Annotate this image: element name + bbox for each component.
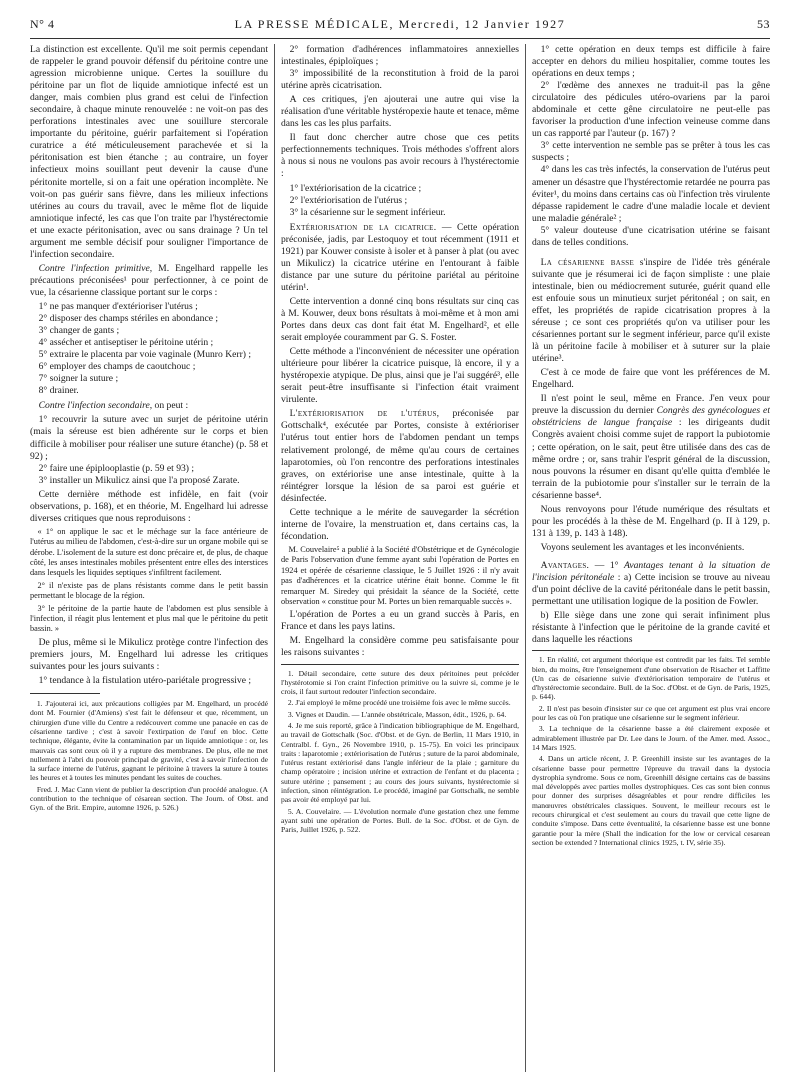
paragraph — [30, 400, 268, 412]
section-heading: Extériorisation de la cicatrice. — [289, 221, 437, 233]
paragraph: L'opération de Portes a eu un grand succès à Paris, en France et dans les pays latins. — [281, 609, 519, 633]
page-number: 53 — [757, 17, 770, 31]
paragraph: Cette intervention a donné cinq bons résultats sur cinq cas à M. Kouwer, deux bons résultats à moi-même et à mon ami Portes dans deux cas dont fait état M. Engelhard², et elle serait employée couramment par G. S. Foster. — [281, 295, 519, 344]
footnote: Fred. J. Mac Cann vient de publier la description d'un procédé analogue. (A contribution to the technique of césarean section. The Journ. of Obst. and Gyn. of the Brit. Empire, automne 1926, p. 526.) — [30, 784, 268, 813]
footnote-separator — [532, 650, 770, 651]
italic-text: Congrès des gynécologues et obstétriciens de langue française — [532, 405, 770, 429]
list-item: 1° cette opération en deux temps est difficile à faire accepter en dehors du milieu hospitalier, comme toutes les opérations en deux temps ; — [532, 44, 770, 80]
list-item: 1° recouvrir la suture avec un surjet de péritoine utérin (mais la séreuse est bien adhérente sur le corps et bien difficile à mobiliser pour réaliser une suture étanche) (p. 58 et 92) ; — [30, 414, 268, 462]
paragraph — [532, 257, 770, 365]
section-heading: L'extériorisation de l'utérus, — [289, 408, 440, 420]
footnote: 1. Détail secondaire, cette suture des deux péritoines peut précéder l'hystérotomie si l'on craint l'infection primitive ou la suivre si, comme je le crois, il faut surtout redouter l'infection secondaire. — [281, 668, 519, 697]
column-1 — [30, 44, 268, 1074]
list-item: 3° changer de gants ; — [38, 325, 120, 337]
list-item: 3° la césarienne sur le segment inférieur. — [289, 206, 446, 218]
quote-paragraph: M. Couvelaire⁵ a publié à la Société d'Obstétrique et de Gynécologie de Paris l'observation d'une femme ayant subi l'opération de Portes en 1924 et opérée de césarienne classique, le 5 Juillet 1926 : il n'y avait pas d'adhérences et la cicatrice utérine était bonne. Comme le fit remarquer M. Siredey qui présidait la séance de la Société, cette observation « constitue pour M. Portes un bien remarquable succès ». — [281, 544, 519, 606]
paragraph-text: : a) Cette incision se trouve au niveau d'un point déclive de la cavité péritonéale dans le petit bassin, permettant une utilisation logique de la position de Fowler. — [532, 571, 770, 608]
paragraph-text: M. Engelhard rappelle les précautions préconisées¹ pour perfectionner, à ce point de vue, la césarienne classique portant sur le corps : — [30, 262, 268, 298]
list-item: 3° installer un Mikulicz ainsi que l'a proposé Zarate. — [38, 474, 240, 486]
paragraph-text: on peut : — [152, 400, 189, 412]
paragraph-text: Il n'est point le seul, même en France. J'en veux pour preuve la discussion du dernier — [532, 393, 770, 417]
quote-paragraph: 2° il n'existe pas de plans résistants comme dans le petit bassin permettant le blocage de la région. — [30, 580, 268, 601]
paragraph-text: s'inspire de l'idée très générale suivante que je résumerai ici de façon simpliste : une plaie intestinale, bien ou médiocrement suturée, guérit quand elle est enfouie sous un minutieux surjet péritonéal ; on sait, en effet, les propriétés de rapide cicatrisation propres à la séreuse ; ce sont ces propriétés qu'on va utiliser pour les césariennes portant sur le segment inférieur, parce qu'il existe là un péritoine facile à mobiliser et à suturer sur la plaie utérine³. — [532, 256, 770, 365]
paragraph-text: — 1° — [589, 559, 625, 571]
list-item: 2° l'œdème des annexes ne traduit-il pas la gêne circulatoire des pédicules utéro-ovariens par la paroi abdominale et cette gêne circulatoire ne peut-elle pas favoriser la production d'une infection veineuse comme dans un cas rapporté par l'auteur (p. 167) ? — [532, 80, 770, 140]
paragraph-text: : les dirigeants dudit Congrès avaient choisi comme sujet de rapport la pubiotomie ; cette opération, on le sait, peut être utilisée dans des cas de même ordre ; or, sans trahir l'esprit général de la discussion, nous pouvons la résumer en disant qu'elle quitta d'emblée le terrain de la pubiotomie pour s'installer sur le terrain de la césarienne basse⁴. — [532, 417, 770, 501]
column-2 — [281, 44, 519, 1074]
list-item: 5° extraire le placenta par voie vaginale (Munro Kerr) ; — [38, 349, 252, 361]
paragraph — [281, 222, 519, 294]
paragraph — [532, 560, 770, 608]
paragraph: Nous renvoyons pour l'étude numérique des résultats et pour les procédés à la thèse de M. Engelhard (p. II à 129, p. 131 à 139, p. 143 à 148). — [532, 503, 770, 539]
paragraph-text: préconisée par Gottschalk⁴, exécutée par Portes, consiste à extérioriser l'utérus tout entier hors de l'abdomen pendant un temps relativement prolongé, de même qu'au cours de certaines laparotomies, où l'on rencontre des perforations intestinales graves, on extériorise une anse intestinale, quitte à la réintégrer lorsque la lésion de sa paroi est guérie et désinfectée. — [281, 408, 519, 504]
paragraph-text: — Cette opération préconisée, jadis, par Lestoquoy et tout récemment (1911 et 1921) par Kouwer consiste à isoler et à panser à plat (ou avec un Mikulicz) la cicatrice utérine en l'entourant à faible distance par une suture du péritoine pariétal au péritoine utérin¹. — [281, 221, 519, 293]
paragraph: Voyons seulement les avantages et les inconvénients. — [540, 541, 745, 553]
footnote: 1. J'ajouterai ici, aux précautions colligées par M. Engelhard, un procédé dont M. Fournier (d'Amiens) s'est fait le défenseur et que, récemment, un chirurgien d'une ville du Centre a redécouvert comme une panacée en cas de césarienne tardive ; c'est à savoir l'extirpation de l'œuf en bloc. Cette technique, élégante, évite la contamination par un liquide amniotique : or, les mauvais cas sont ceux où il y a rupture des membranes. De plus, elle ne met nullement à l'abri du pouvoir principal de gravité, c'est à savoir l'infection de la surface interne de l'utérus, gagnant le péritoine à travers la suture à toutes les heures et à toutes les minutes pendant les suites de couches. — [30, 699, 268, 783]
issue-number: N° 4 — [30, 17, 55, 31]
header-rule — [30, 38, 770, 39]
footnote-separator — [281, 664, 519, 665]
paragraph: A ces critiques, j'en ajouterai une autre qui vise la réalisation d'une véritable hystéropexie haute et tenace, même dans les cas les plus parfaits. — [281, 94, 519, 130]
list-item: 3° impossibilité de la reconstitution à froid de la paroi utérine après cicatrisation. — [281, 68, 519, 92]
column-divider-right — [525, 44, 526, 1072]
journal-title: LA PRESSE MÉDICALE, Mercredi, 12 Janvier 1927 — [234, 17, 566, 31]
quote-paragraph: 3° le péritoine de la partie haute de l'abdomen est plus sensible à l'infection, il réagit plus lentement et plus mal que le péritoine du petit bassin. » — [30, 603, 268, 634]
paragraph: Cette dernière méthode est infidèle, en fait (voir observations, p. 168), et en théorie, M. Engelhard lui adresse diverses critiques que nous reproduisons : — [30, 488, 268, 524]
footnote: 2. J'ai employé le même procédé une troisième fois avec le même succès. — [287, 698, 511, 708]
paragraph: La distinction est excellente. Qu'il me soit permis cependant de rappeler le grand pouvoir défensif du péritoine contre une agression microbienne unique. Certes la souillure du péritoine par un flot de liquide amniotique infecté est un danger, mais combien plus grand est celui de l'infection secondaire, à chaque minute renouvelée : ne voit-on pas des perforations intestinales avec une souillure stercorale importante du péritoine, guérir parfaitement si l'opération curatrice a été méticuleusement parachevée et si la péritonisation est bien étanche ; au contraire, un foyer infectieux moins souillant peut devenir la cause d'une péritonite mortelle, si on a fait une opération incomplète. Ne voit-on pas guérir sans fièvre, dans les milieux infections utérines au cours du travail, avec le même flot de liquide amniotique infecté, les cas que l'on traite par l'hystérectomie et une exacte péritonisation, avec ou sans drainage ? Un tel argument me semble décisif pour souligner l'importance de l'infection secondaire. — [30, 44, 268, 260]
paragraph — [281, 408, 519, 504]
list-item: 3° cette intervention ne semble pas se prêter à tous les cas suspects ; — [532, 140, 770, 164]
paragraph: b) Elle siège dans une zone qui serait infiniment plus résistante à l'infection que le péritoine de la grande cavité et dans laquelle les réactions — [532, 610, 770, 646]
list-item: 7° soigner la suture ; — [38, 373, 119, 385]
list-item: 8° drainer. — [38, 385, 79, 397]
quote-paragraph: « 1° on applique le sac et le méchage sur la face antérieure de l'utérus au milieu de l'abdomen, c'est-à-dire sur un organe mobile qui se dérobe. L'isolement de la suture est donc précaire et, de plus, de chaque côté, les anses intestinales mobiles présentent entre elles des interstices dans lesquels les liquides septiques s'infiltrent facilement. — [30, 526, 268, 578]
italic-lead: Contre l'infection primitive, — [38, 262, 153, 274]
list-item: 1° l'extériorisation de la cicatrice ; — [289, 182, 422, 194]
paragraph: C'est à ce mode de faire que vont les préférences de M. Engelhard. — [532, 367, 770, 391]
footnote-separator — [30, 693, 100, 694]
page-header — [30, 14, 770, 36]
list-item: 2° disposer des champs stériles en abondance ; — [38, 313, 219, 325]
footnote: 2. Il n'est pas besoin d'insister sur ce que cet argument est plus vrai encore pour les cas où l'on pratique une césarienne sur le segment inférieur. — [532, 703, 770, 723]
list-item: 2° formation d'adhérences inflammatoires annexielles intestinales, épiploïques ; — [281, 44, 519, 68]
column-3 — [532, 44, 770, 1074]
paragraph — [532, 393, 770, 501]
footnote: 1. En réalité, cet argument théorique est contredit par les faits. Tel semble bien, du moins, être l'enseignement d'une observation de Risacher et Laffitte (Un cas de césarienne suivie d'extériorisation temporaire de l'utérus et d'hystérectomie secondaire. Bull. de la Soc. d'Obst. et de Gyn. de Paris, 1925, p. 644). — [532, 655, 770, 702]
footnote: 3. Vignes et Daudin. — L'année obstétricale, Masson, édit., 1926, p. 64. — [287, 709, 507, 719]
paragraph: Il faut donc chercher autre chose que ces petits perfectionnements techniques. Trois méthodes s'offrent alors à nous si nous ne voulons pas avoir recours à l'hystérectomie : — [281, 132, 519, 180]
column-divider-left — [274, 44, 275, 1072]
list-item: 1° ne pas manquer d'extérioriser l'utérus ; — [38, 300, 198, 312]
paragraph: De plus, même si le Mikulicz protège contre l'infection des premiers jours, M. Engelhard lui adresse les critiques suivantes pour les jours suivants : — [30, 636, 268, 672]
list-item: 6° employer des champs de caoutchouc ; — [38, 361, 196, 373]
paragraph: Cette méthode a l'inconvénient de nécessiter une opération ultérieure pour libérer la cicatrice puisque, là encore, il y a hystéropexie atypique. De plus, ainsi que je l'ai suggéré³, elle serait peut-être insuffisante si l'infection était vraiment virulente. — [281, 346, 519, 406]
list-item: 2° faire une épiplooplastie (p. 59 et 93) ; — [38, 462, 195, 474]
paragraph: Cette technique a le mérite de sauvegarder la sécrétion interne de l'ovaire, la menstruation et, dans certains cas, la fécondation. — [281, 506, 519, 542]
section-heading: La césarienne basse — [540, 256, 635, 268]
footnote: 3. La technique de la césarienne basse a été clairement exposée et admirablement illustrée par Dr. Lee dans le Journ. of the Amer. med. Assoc., 14 Mars 1925. — [532, 724, 770, 752]
list-item: 4° dans les cas très infectés, la conservation de l'utérus peut amener un désastre que l'hystérectomie retardée ne pourra pas éviter¹, du moins dans certains cas où l'infection très virulente dépasse rapidement le cadre d'une maladie locale et devient une maladie générale² ; — [532, 164, 770, 224]
paragraph: 1° tendance à la fistulation utéro-pariétale progressive ; — [38, 675, 252, 687]
italic-lead: Contre l'infection secondaire, — [38, 400, 153, 412]
footnote: 4. Dans un article récent, J. P. Greenhill insiste sur les avantages de la césarienne basse pour permettre l'épreuve du travail dans la dystocia dystrophia syndrome. Sous ce nom, Greenhill désigne certains cas de bassins mal développés avec parties molles dystrophiques. Ces cas sont bien connus pour donner des surprises désagréables et pour rendre difficiles les manœuvres obstétricales classiques. Souvent, le meilleur recours est le recours chirurgical et c'est seulement au cours du travail que cette ligne de conduite s'impose. Dans cette éventualité, la césarienne basse est une bonne garantie pour la mère (Shall the indication for the low or cervical cesarean section be extended ? International clinics 1925, t. IV, série 35). — [532, 754, 770, 847]
footnote: 4. Je me suis reporté, grâce à l'indication bibliographique de M. Engelhard, au travail de Gottschalk (Soc. d'Obst. et de Gyn. de Berlin, 11 Mars 1910, in Centralbl. f. Gyn., 26 Novembre 1910, p. 15-75). En voici les principaux traits : laparotomie ; extériorisation de l'utérus ; suture de la paroi abdominale, l'utérus restant extériorisé dans l'angle inférieur de la plaie ; garniture du champ opératoire ; incision utérine et extraction de l'enfant et du placenta ; suture utérine ; pansement ; au cours des jours suivants, hystérectomie si infection, sinon réintégration. Le procédé, imaginé par Gottschalk, ne semble pas avoir été employé par lui. — [281, 720, 519, 805]
paragraph — [30, 263, 268, 299]
footnote: 5. A. Couvelaire. — L'évolution normale d'une gestation chez une femme ayant subi une opération de Portes. Bull. de la Soc. d'Obst. et de Gyn. de Paris, Juillet 1926, p. 522. — [281, 806, 519, 835]
list-item: 4° assécher et antiseptiser le péritoine utérin ; — [38, 337, 214, 349]
section-heading: Avantages. — [540, 559, 590, 571]
paragraph: M. Engelhard la considère comme peu satisfaisante pour les raisons suivantes : — [281, 635, 519, 659]
italic-text: Avantages tenant à la situation de l'incision péritonéale — [532, 559, 770, 583]
list-item: 5° valeur douteuse d'une cicatrisation utérine se faisant dans de telles conditions. — [532, 224, 770, 248]
list-item: 2° l'extériorisation de l'utérus ; — [289, 194, 408, 206]
